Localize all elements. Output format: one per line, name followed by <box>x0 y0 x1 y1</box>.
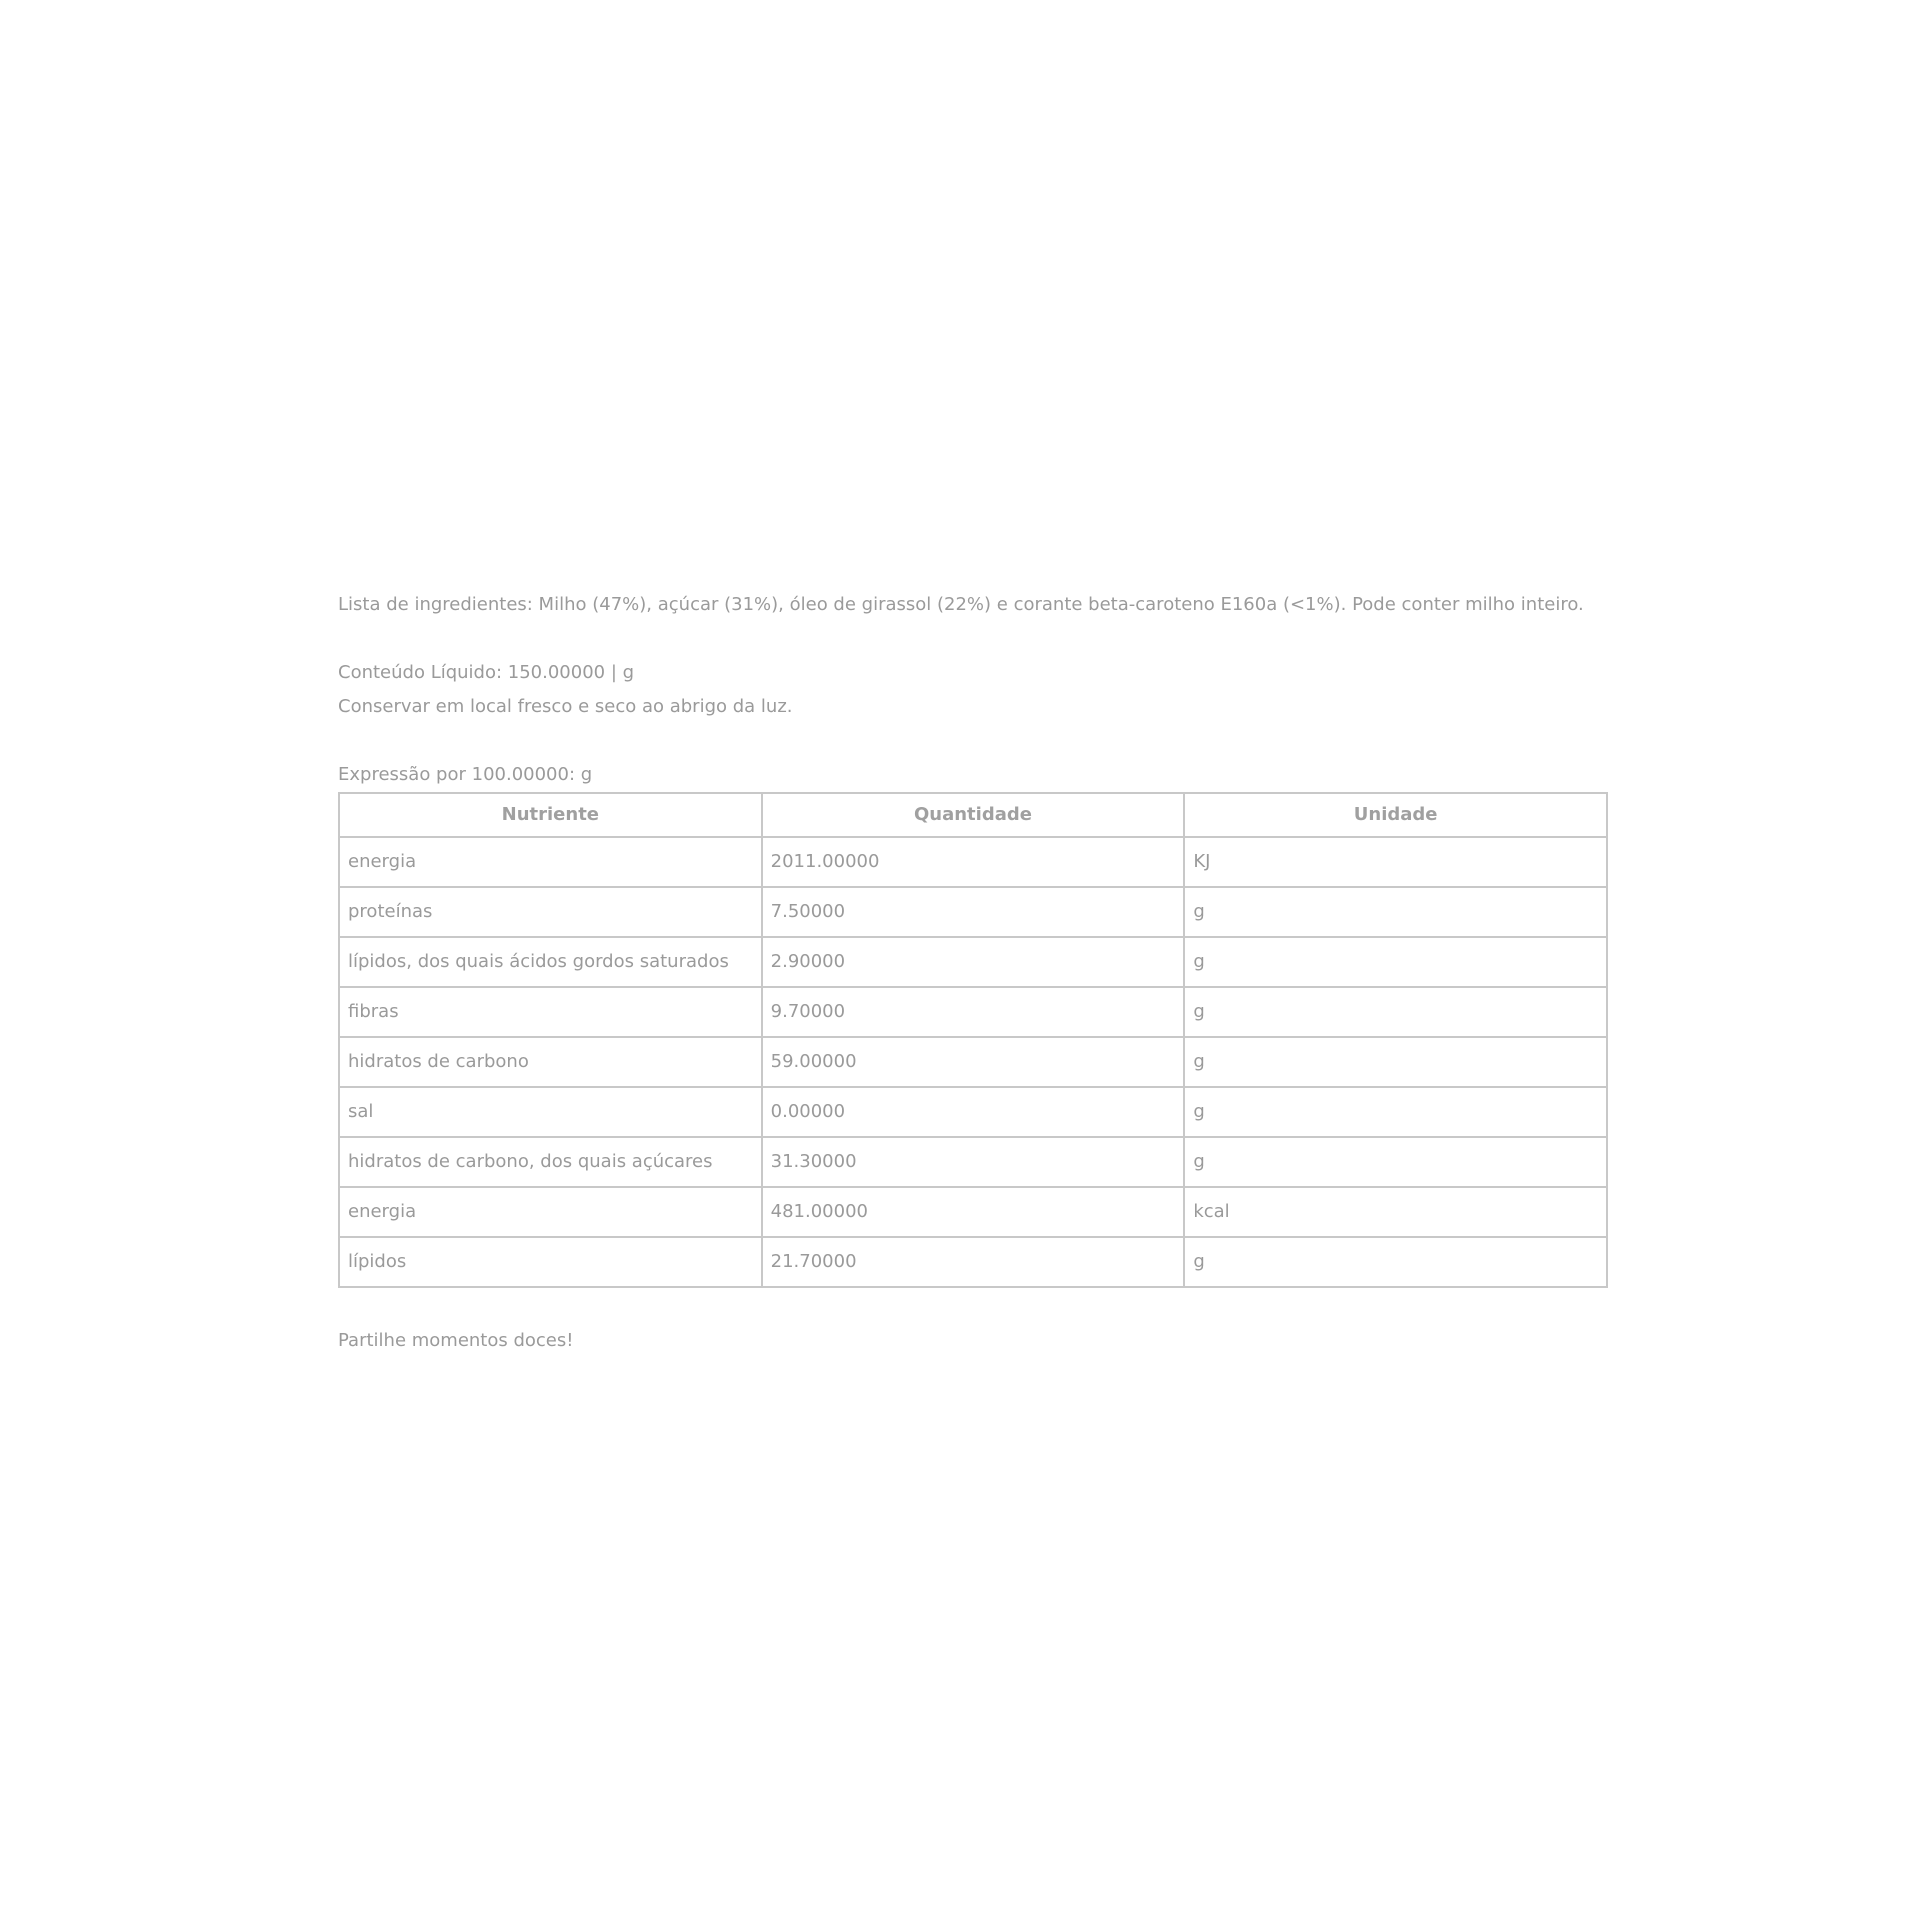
quantity-cell: 31.30000 <box>762 1137 1185 1187</box>
nutrient-cell: energia <box>339 1187 762 1237</box>
nutrient-cell: fibras <box>339 987 762 1037</box>
unit-cell: g <box>1184 1237 1607 1287</box>
nutrition-expression: Expressão por 100.00000: g <box>338 764 593 785</box>
nutrient-cell: sal <box>339 1087 762 1137</box>
nutrient-cell: lípidos, dos quais ácidos gordos saturados <box>339 937 762 987</box>
table-row <box>339 887 1607 937</box>
unit-cell: g <box>1184 1087 1607 1137</box>
unit-cell: g <box>1184 887 1607 937</box>
table-header-row <box>339 793 1607 837</box>
quantity-cell: 2.90000 <box>762 937 1185 987</box>
header-unidade: Unidade <box>1184 793 1607 837</box>
nutrient-cell: energia <box>339 837 762 887</box>
table-row <box>339 1137 1607 1187</box>
storage-instructions: Conservar em local fresco e seco ao abrigo da luz. <box>338 696 793 717</box>
quantity-cell: 0.00000 <box>762 1087 1185 1137</box>
product-info <box>338 588 1610 1358</box>
header-nutriente: Nutriente <box>339 793 762 837</box>
quantity-cell: 7.50000 <box>762 887 1185 937</box>
unit-cell: kcal <box>1184 1187 1607 1237</box>
quantity-cell: 481.00000 <box>762 1187 1185 1237</box>
nutrient-cell: proteínas <box>339 887 762 937</box>
unit-cell: g <box>1184 1037 1607 1087</box>
quantity-cell: 2011.00000 <box>762 837 1185 887</box>
nutrient-cell: hidratos de carbono <box>339 1037 762 1087</box>
table-row <box>339 1037 1607 1087</box>
quantity-cell: 59.00000 <box>762 1037 1185 1087</box>
table-row <box>339 987 1607 1037</box>
quantity-cell: 9.70000 <box>762 987 1185 1037</box>
table-row <box>339 1237 1607 1287</box>
ingredients-list: Lista de ingredientes: Milho (47%), açúcar (31%), óleo de girassol (22%) e corante beta-caroteno E160a (<1%). Pode conter milho inteiro. <box>338 594 1584 615</box>
unit-cell: g <box>1184 987 1607 1037</box>
quantity-cell: 21.70000 <box>762 1237 1185 1287</box>
table-row <box>339 1187 1607 1237</box>
spacer <box>338 622 1610 656</box>
table-row <box>339 1087 1607 1137</box>
table-row <box>339 837 1607 887</box>
table-row <box>339 937 1607 987</box>
footer-tagline: Partilhe momentos doces! <box>338 1330 574 1351</box>
unit-cell: g <box>1184 1137 1607 1187</box>
nutrient-cell: lípidos <box>339 1237 762 1287</box>
spacer <box>338 724 1610 758</box>
unit-cell: g <box>1184 937 1607 987</box>
net-content: Conteúdo Líquido: 150.00000 | g <box>338 662 635 683</box>
header-quantidade: Quantidade <box>762 793 1185 837</box>
unit-cell: KJ <box>1184 837 1607 887</box>
nutrient-cell: hidratos de carbono, dos quais açúcares <box>339 1137 762 1187</box>
nutrition-table <box>338 792 1608 1288</box>
